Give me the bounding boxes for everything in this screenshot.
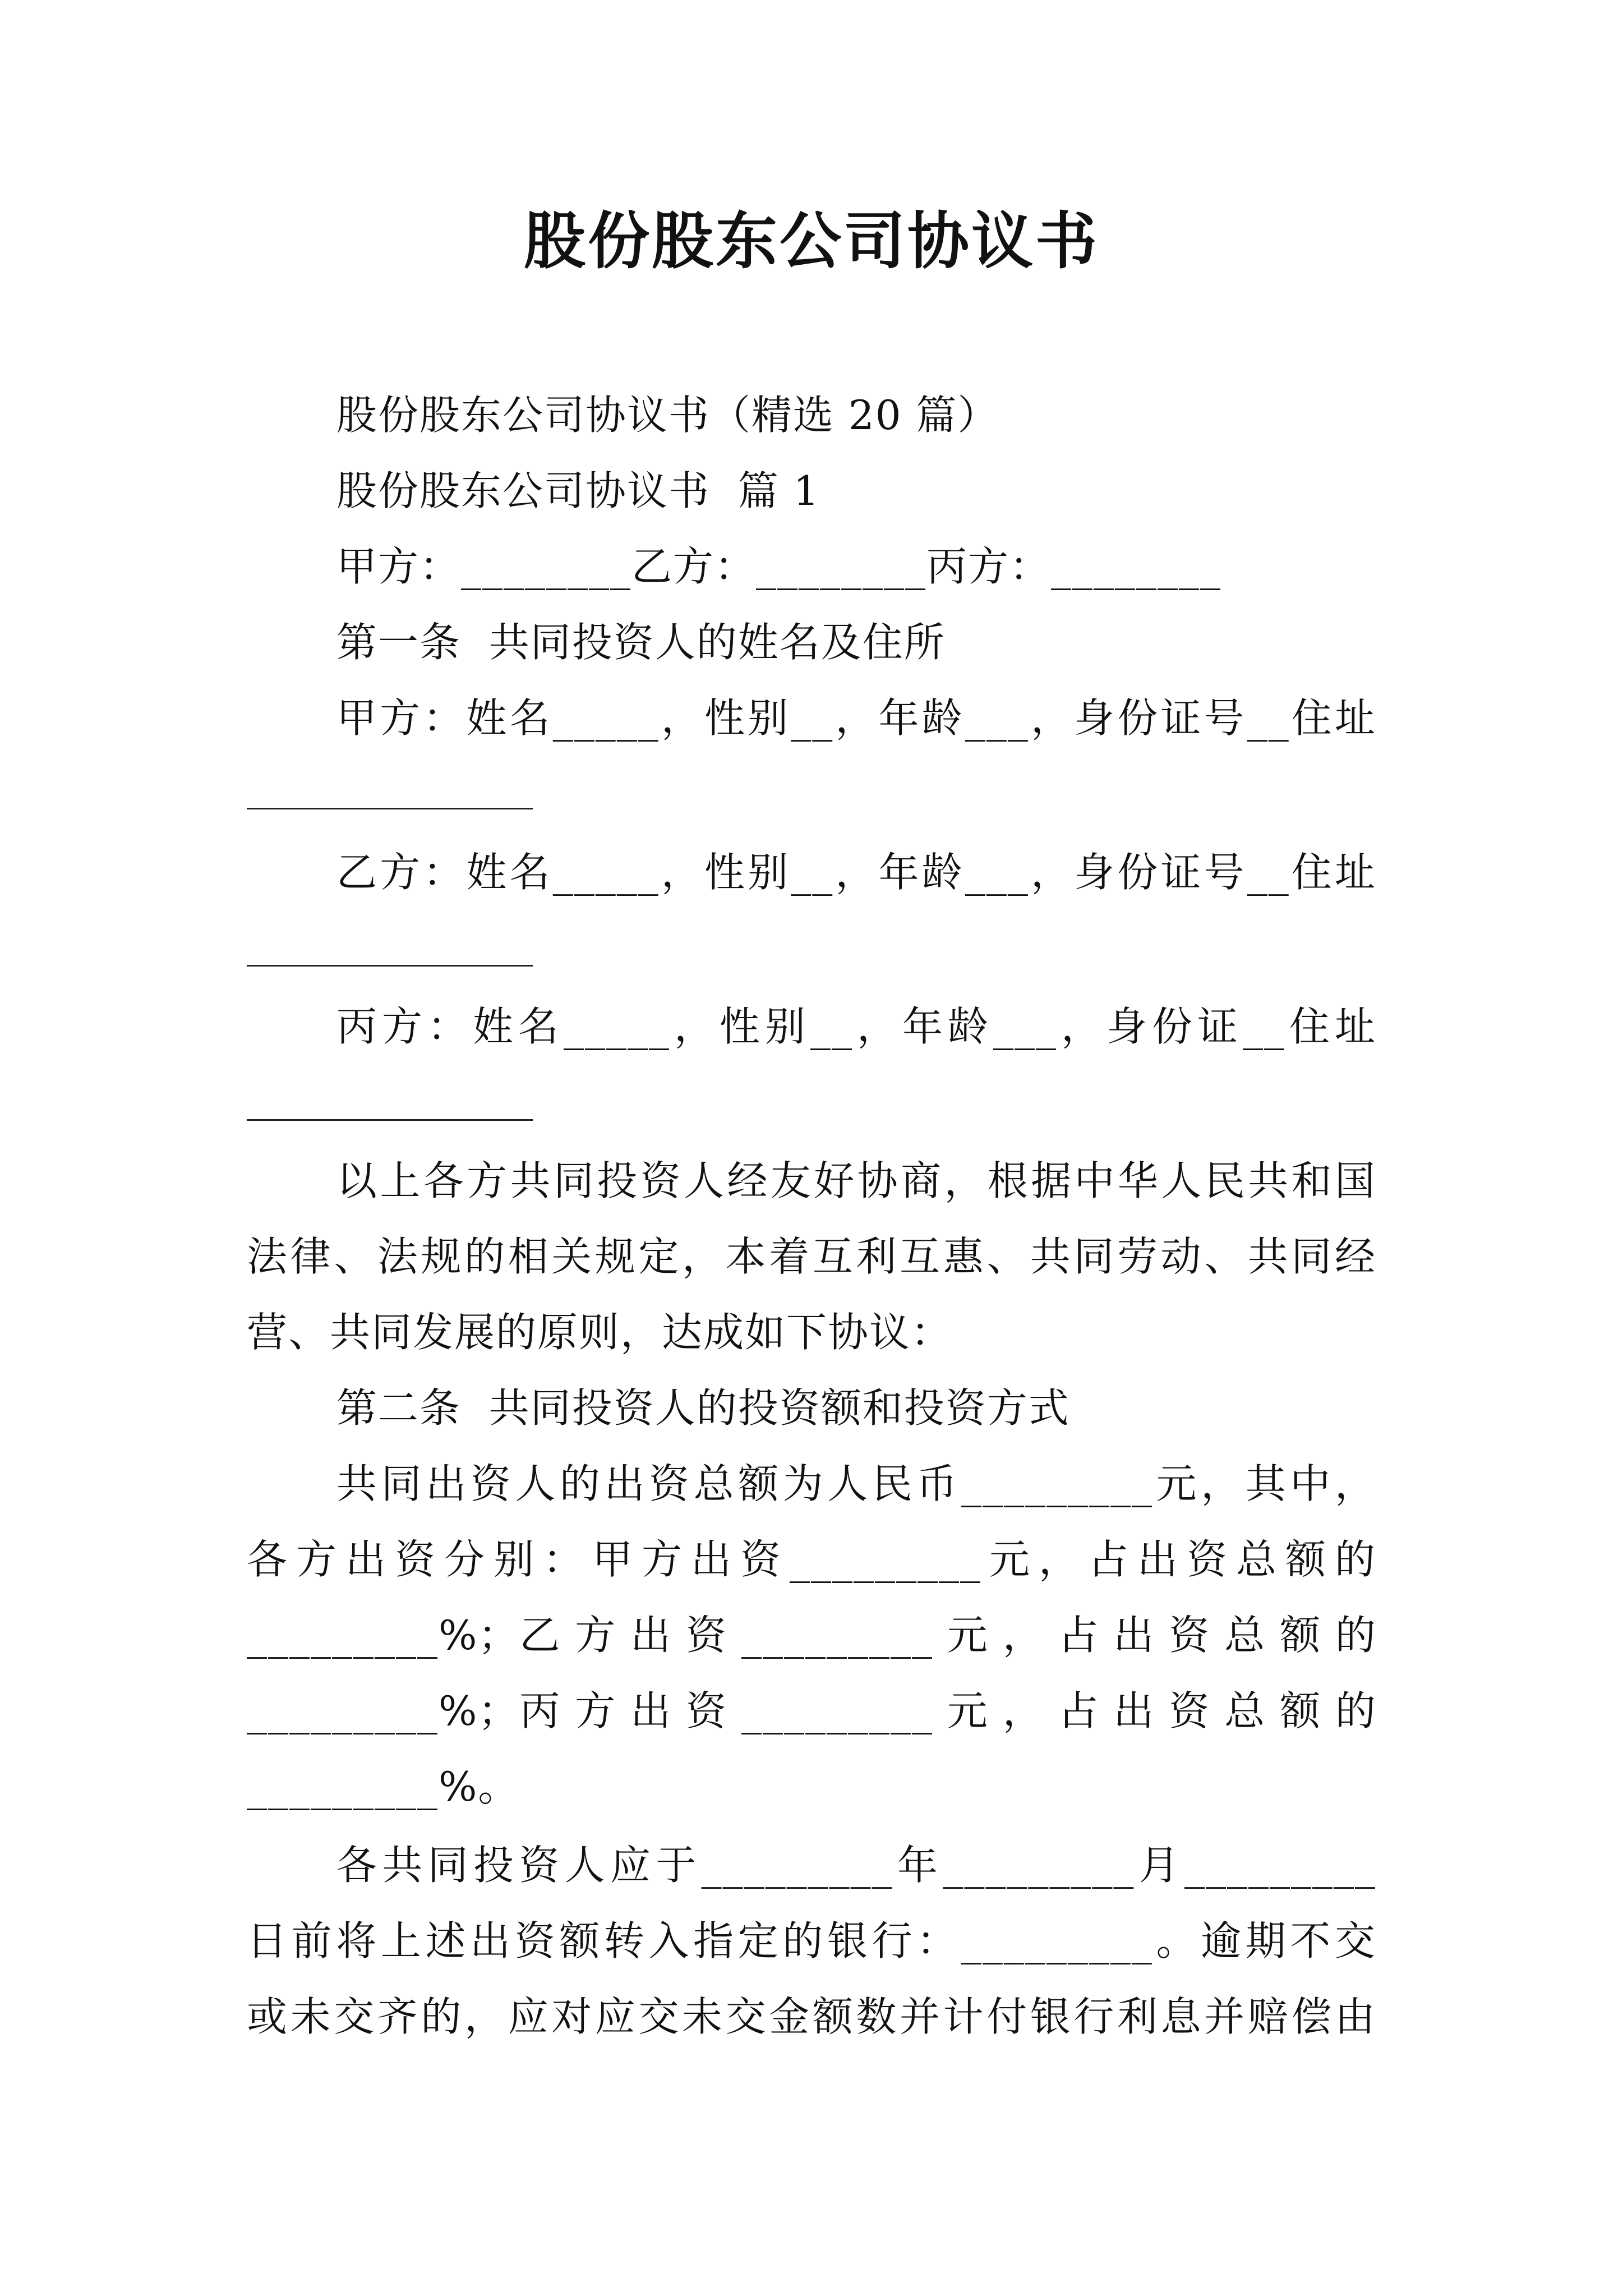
paragraph-line: 日前将上述出资额转入指定的银行：_________。逾期不交 xyxy=(247,1917,1376,1964)
paragraph-line: 各方出资分别：甲方出资_________元，占出资总额的 xyxy=(247,1536,1376,1583)
paragraph-line: 以上各方共同投资人经友好协商，根据中华人民共和国 xyxy=(336,1157,1376,1204)
paragraph-line: 营、共同发展的原则，达成如下协议： xyxy=(247,1309,953,1356)
subtitle-line: 股份股东公司协议书（精选 20 篇） xyxy=(336,392,999,439)
parties-line: 甲方：________乙方：________丙方：________ xyxy=(336,543,1222,590)
paragraph-line: _________%。 xyxy=(247,1763,520,1810)
article-heading: 第一条 共同投资人的姓名及住所 xyxy=(336,619,946,666)
party-b-info: 乙方：姓名_____，性别__，年龄___，身份证号__住址 xyxy=(336,849,1376,896)
paragraph-line: 法律、法规的相关规定，本着互利互惠、共同劳动、共同经 xyxy=(247,1233,1376,1280)
party-a-info: 甲方：姓名_____，性别__，年龄___，身份证号__住址 xyxy=(336,694,1376,742)
party-a-address-blank xyxy=(247,808,533,809)
article-heading: 第二条 共同投资人的投资额和投资方式 xyxy=(336,1384,1070,1432)
document-title: 股份股东公司协议书 xyxy=(524,205,1099,277)
paragraph-line: _________%；乙 方 出 资 _________ 元 ， 占 出 资 总 额 的 xyxy=(247,1612,1377,1659)
party-c-info: 丙方：姓名_____，性别__，年龄___，身份证__住址 xyxy=(336,1003,1376,1050)
paragraph-line: 共同出资人的出资总额为人民币_________元，其中， xyxy=(336,1460,1376,1507)
party-c-address-blank xyxy=(247,1119,533,1121)
party-b-address-blank xyxy=(247,965,533,967)
section-heading: 股份股东公司协议书 篇 1 xyxy=(336,467,820,514)
paragraph-line: 各共同投资人应于_________年_________月_________ xyxy=(336,1842,1376,1889)
paragraph-line: _________%；丙 方 出 资 _________ 元 ， 占 出 资 总 额 的 xyxy=(247,1687,1377,1734)
paragraph-line: 或未交齐的，应对应交未交金额数并计付银行利息并赔偿由 xyxy=(247,1993,1376,2040)
